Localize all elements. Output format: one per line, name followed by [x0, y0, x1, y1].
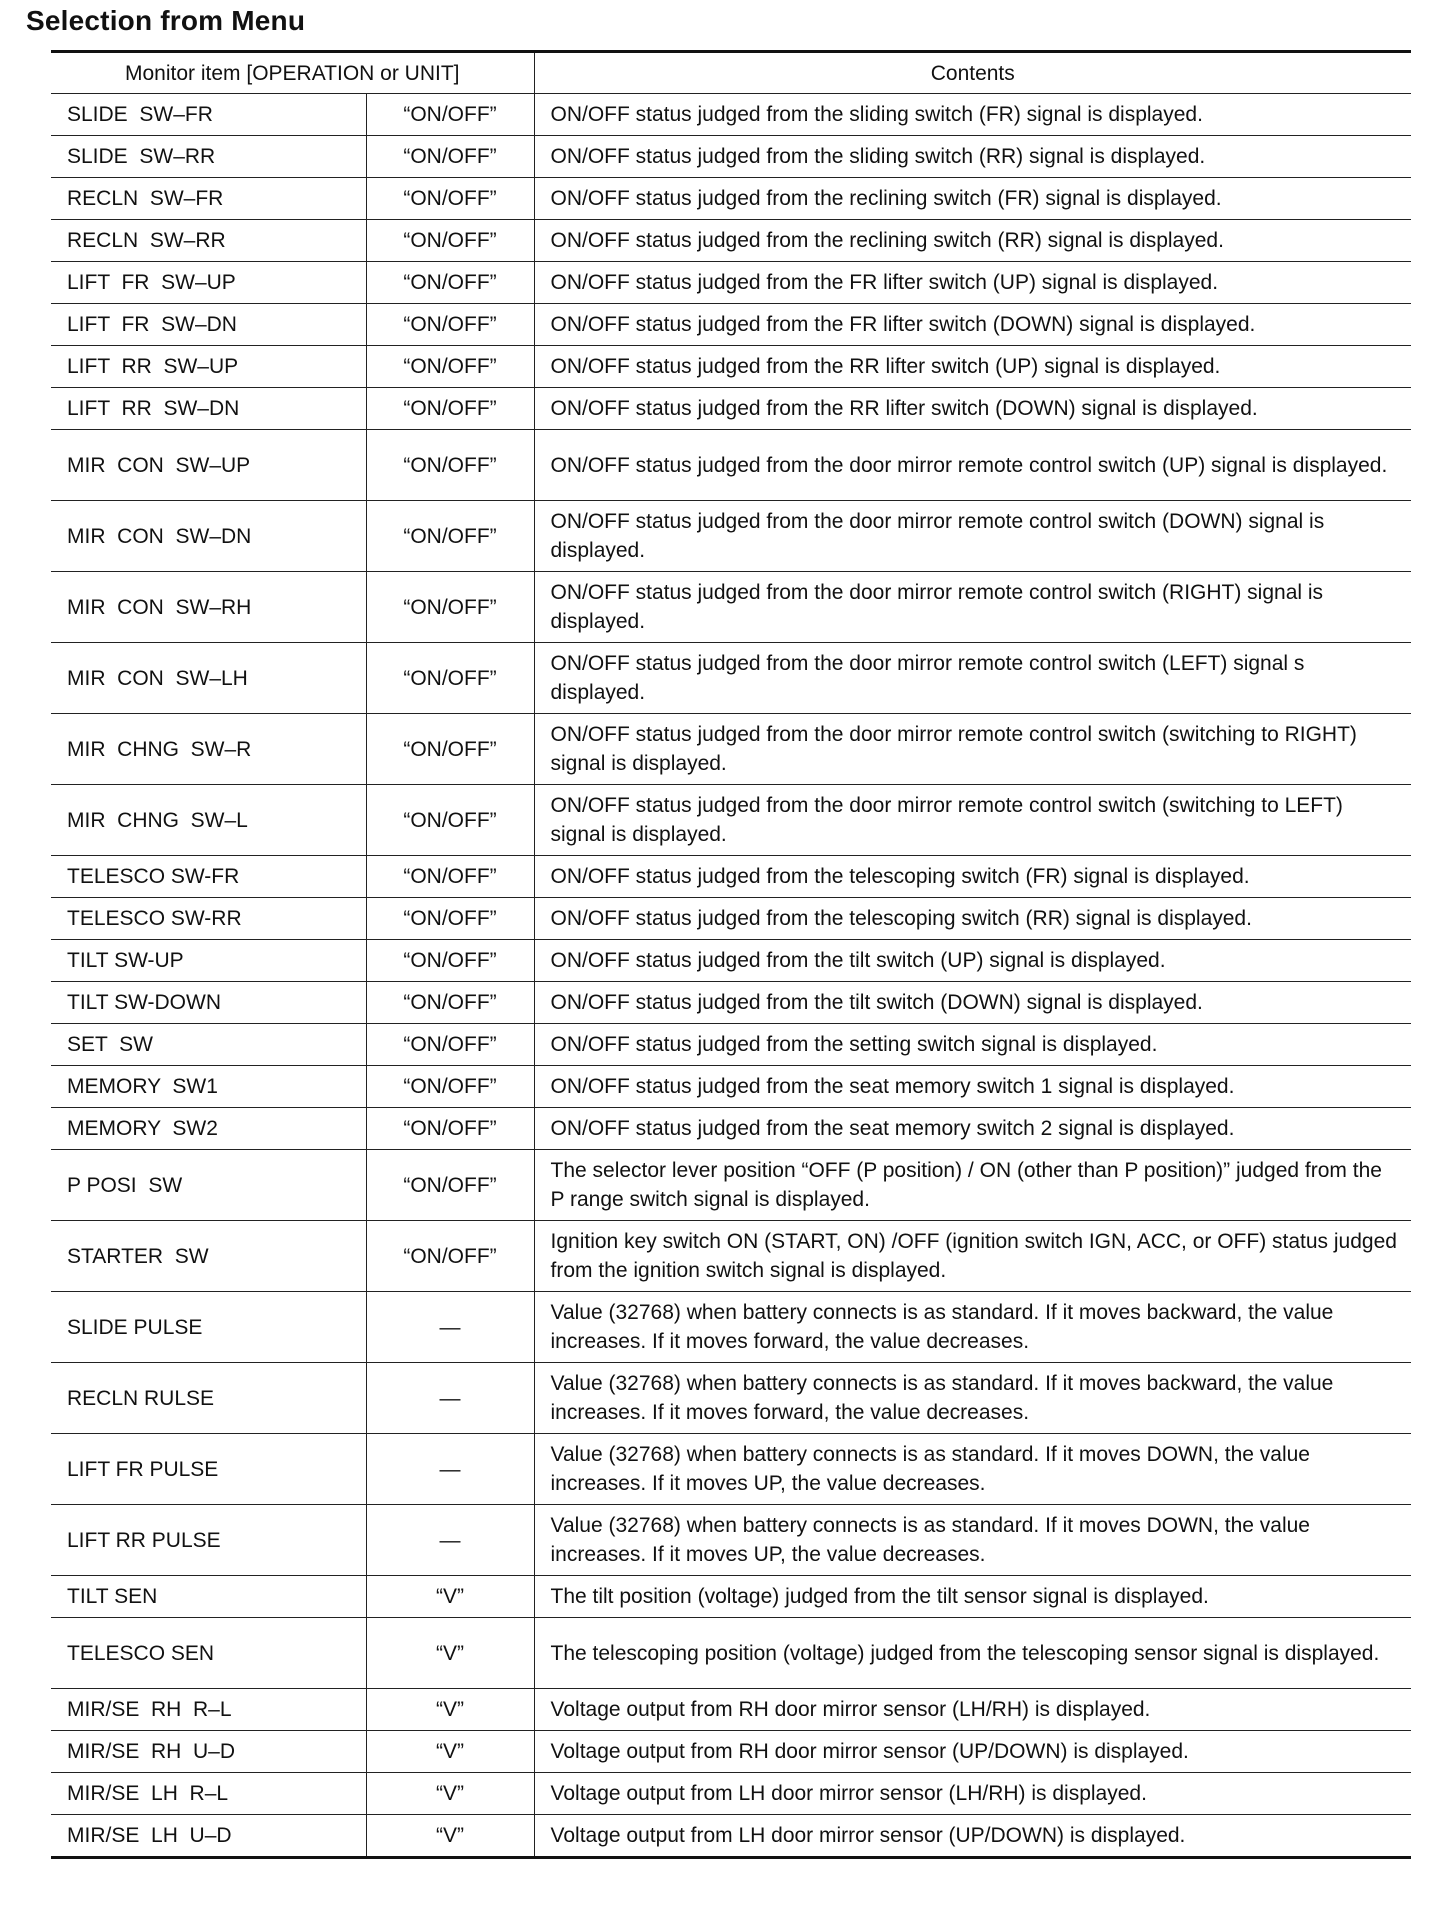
monitor-item-table	[51, 50, 1411, 1859]
unit-cell: “ON/OFF”	[366, 1221, 534, 1292]
contents-cell: ON/OFF status judged from the reclining switch (FR) signal is displayed.	[534, 178, 1411, 220]
unit-cell: “V”	[366, 1773, 534, 1815]
monitor-item-cell: TILT SW-UP	[51, 940, 366, 982]
monitor-item-cell: RECLN SW–FR	[51, 178, 366, 220]
unit-cell: —	[366, 1434, 534, 1505]
monitor-item-cell: SLIDE PULSE	[51, 1292, 366, 1363]
unit-cell: “ON/OFF”	[366, 1024, 534, 1066]
monitor-item-cell: SLIDE SW–RR	[51, 136, 366, 178]
table-row	[51, 1024, 1411, 1066]
table-row	[51, 982, 1411, 1024]
unit-cell: “ON/OFF”	[366, 856, 534, 898]
table-row	[51, 714, 1411, 785]
table-row	[51, 1434, 1411, 1505]
monitor-item-cell: TELESCO SW-FR	[51, 856, 366, 898]
contents-cell: ON/OFF status judged from the tilt switch (DOWN) signal is displayed.	[534, 982, 1411, 1024]
table-row	[51, 262, 1411, 304]
contents-cell: ON/OFF status judged from the door mirror remote control switch (DOWN) signal is displayed.	[534, 501, 1411, 572]
contents-cell: ON/OFF status judged from the door mirror remote control switch (switching to LEFT) signal is displayed.	[534, 785, 1411, 856]
contents-cell: Voltage output from RH door mirror sensor (LH/RH) is displayed.	[534, 1689, 1411, 1731]
contents-cell: Value (32768) when battery connects is as standard. If it moves DOWN, the value increases. If it moves UP, the value decreases.	[534, 1505, 1411, 1576]
table-row	[51, 1689, 1411, 1731]
contents-cell: The telescoping position (voltage) judged from the telescoping sensor signal is displayed.	[534, 1618, 1411, 1689]
monitor-item-cell: LIFT FR PULSE	[51, 1434, 366, 1505]
contents-cell: ON/OFF status judged from the reclining switch (RR) signal is displayed.	[534, 220, 1411, 262]
unit-cell: “ON/OFF”	[366, 430, 534, 501]
contents-cell: ON/OFF status judged from the door mirror remote control switch (RIGHT) signal is displayed.	[534, 572, 1411, 643]
unit-cell: “ON/OFF”	[366, 940, 534, 982]
page-title: Selection from Menu	[26, 5, 306, 36]
unit-cell: “ON/OFF”	[366, 501, 534, 572]
contents-cell: Voltage output from LH door mirror sensor (UP/DOWN) is displayed.	[534, 1815, 1411, 1858]
monitor-item-cell: STARTER SW	[51, 1221, 366, 1292]
monitor-item-cell: P POSI SW	[51, 1150, 366, 1221]
unit-cell: “ON/OFF”	[366, 572, 534, 643]
unit-cell: “V”	[366, 1576, 534, 1618]
unit-cell: “V”	[366, 1618, 534, 1689]
contents-cell: ON/OFF status judged from the sliding switch (FR) signal is displayed.	[534, 94, 1411, 136]
contents-cell: ON/OFF status judged from the tilt switch (UP) signal is displayed.	[534, 940, 1411, 982]
monitor-item-cell: MIR CON SW–DN	[51, 501, 366, 572]
table-row	[51, 346, 1411, 388]
contents-cell: Ignition key switch ON (START, ON) /OFF (ignition switch IGN, ACC, or OFF) status judged from the ignition switch signal is displayed.	[534, 1221, 1411, 1292]
table-row	[51, 1731, 1411, 1773]
contents-cell: ON/OFF status judged from the door mirror remote control switch (LEFT) signal s displayed.	[534, 643, 1411, 714]
table-row	[51, 1773, 1411, 1815]
table-row	[51, 1363, 1411, 1434]
contents-cell: ON/OFF status judged from the seat memory switch 1 signal is displayed.	[534, 1066, 1411, 1108]
unit-cell: “ON/OFF”	[366, 898, 534, 940]
monitor-item-cell: MIR/SE RH U–D	[51, 1731, 366, 1773]
table-row	[51, 856, 1411, 898]
table-row	[51, 785, 1411, 856]
table-body	[51, 94, 1411, 1858]
table-row	[51, 430, 1411, 501]
header-monitor-item: Monitor item [OPERATION or UNIT]	[51, 52, 534, 94]
contents-cell: The selector lever position “OFF (P position) / ON (other than P position)” judged from the P range switch signal is displayed.	[534, 1150, 1411, 1221]
monitor-item-cell: RECLN RULSE	[51, 1363, 366, 1434]
contents-cell: ON/OFF status judged from the telescoping switch (FR) signal is displayed.	[534, 856, 1411, 898]
contents-cell: ON/OFF status judged from the setting switch signal is displayed.	[534, 1024, 1411, 1066]
monitor-item-cell: MIR CHNG SW–R	[51, 714, 366, 785]
contents-cell: ON/OFF status judged from the FR lifter switch (DOWN) signal is displayed.	[534, 304, 1411, 346]
contents-cell: The tilt position (voltage) judged from the tilt sensor signal is displayed.	[534, 1576, 1411, 1618]
contents-cell: Value (32768) when battery connects is as standard. If it moves DOWN, the value increases. If it moves UP, the value decreases.	[534, 1434, 1411, 1505]
unit-cell: “ON/OFF”	[366, 1108, 534, 1150]
monitor-item-cell: LIFT RR SW–DN	[51, 388, 366, 430]
unit-cell: —	[366, 1363, 534, 1434]
contents-cell: ON/OFF status judged from the FR lifter switch (UP) signal is displayed.	[534, 262, 1411, 304]
monitor-item-cell: LIFT FR SW–DN	[51, 304, 366, 346]
unit-cell: “ON/OFF”	[366, 262, 534, 304]
unit-cell: “ON/OFF”	[366, 1150, 534, 1221]
contents-cell: ON/OFF status judged from the door mirror remote control switch (switching to RIGHT) signal is displayed.	[534, 714, 1411, 785]
table-row	[51, 940, 1411, 982]
monitor-item-cell: MIR/SE RH R–L	[51, 1689, 366, 1731]
contents-cell: Voltage output from RH door mirror sensor (UP/DOWN) is displayed.	[534, 1731, 1411, 1773]
table-row	[51, 178, 1411, 220]
table-row	[51, 1108, 1411, 1150]
contents-cell: ON/OFF status judged from the telescoping switch (RR) signal is displayed.	[534, 898, 1411, 940]
unit-cell: “V”	[366, 1731, 534, 1773]
contents-cell: Value (32768) when battery connects is as standard. If it moves backward, the value increases. If it moves forward, the value decreases.	[534, 1292, 1411, 1363]
monitor-item-cell: TILT SEN	[51, 1576, 366, 1618]
table-row	[51, 1505, 1411, 1576]
table-row	[51, 1815, 1411, 1858]
table-header-row	[51, 52, 1411, 94]
contents-cell: ON/OFF status judged from the door mirror remote control switch (UP) signal is displayed.	[534, 430, 1411, 501]
table-row	[51, 1292, 1411, 1363]
contents-cell: ON/OFF status judged from the RR lifter switch (UP) signal is displayed.	[534, 346, 1411, 388]
contents-cell: ON/OFF status judged from the seat memory switch 2 signal is displayed.	[534, 1108, 1411, 1150]
unit-cell: “V”	[366, 1689, 534, 1731]
contents-cell: ON/OFF status judged from the RR lifter switch (DOWN) signal is displayed.	[534, 388, 1411, 430]
unit-cell: “ON/OFF”	[366, 388, 534, 430]
contents-cell: ON/OFF status judged from the sliding switch (RR) signal is displayed.	[534, 136, 1411, 178]
unit-cell: “ON/OFF”	[366, 304, 534, 346]
unit-cell: “ON/OFF”	[366, 220, 534, 262]
unit-cell: “ON/OFF”	[366, 714, 534, 785]
unit-cell: —	[366, 1292, 534, 1363]
monitor-item-cell: TELESCO SEN	[51, 1618, 366, 1689]
table-row	[51, 1618, 1411, 1689]
table-row	[51, 136, 1411, 178]
table-row	[51, 643, 1411, 714]
table-row	[51, 220, 1411, 262]
monitor-item-cell: MEMORY SW1	[51, 1066, 366, 1108]
monitor-item-cell: LIFT RR PULSE	[51, 1505, 366, 1576]
monitor-item-cell: MIR/SE LH U–D	[51, 1815, 366, 1858]
table-row	[51, 1150, 1411, 1221]
table-row	[51, 304, 1411, 346]
unit-cell: “ON/OFF”	[366, 136, 534, 178]
monitor-item-cell: MIR CON SW–LH	[51, 643, 366, 714]
unit-cell: “ON/OFF”	[366, 643, 534, 714]
unit-cell: “ON/OFF”	[366, 346, 534, 388]
table-row	[51, 1576, 1411, 1618]
unit-cell: “ON/OFF”	[366, 94, 534, 136]
contents-cell: Value (32768) when battery connects is as standard. If it moves backward, the value increases. If it moves forward, the value decreases.	[534, 1363, 1411, 1434]
table-row	[51, 898, 1411, 940]
unit-cell: “ON/OFF”	[366, 178, 534, 220]
table-row	[51, 572, 1411, 643]
monitor-item-cell: RECLN SW–RR	[51, 220, 366, 262]
monitor-item-cell: LIFT RR SW–UP	[51, 346, 366, 388]
monitor-item-cell: SLIDE SW–FR	[51, 94, 366, 136]
monitor-item-cell: MIR CON SW–UP	[51, 430, 366, 501]
monitor-item-cell: MIR CON SW–RH	[51, 572, 366, 643]
unit-cell: “ON/OFF”	[366, 785, 534, 856]
table-row	[51, 94, 1411, 136]
header-contents: Contents	[534, 52, 1411, 94]
monitor-item-cell: SET SW	[51, 1024, 366, 1066]
monitor-item-cell: LIFT FR SW–UP	[51, 262, 366, 304]
unit-cell: —	[366, 1505, 534, 1576]
unit-cell: “V”	[366, 1815, 534, 1858]
table-row	[51, 1066, 1411, 1108]
table-row	[51, 1221, 1411, 1292]
table-row	[51, 501, 1411, 572]
monitor-item-cell: MEMORY SW2	[51, 1108, 366, 1150]
monitor-item-cell: TELESCO SW-RR	[51, 898, 366, 940]
unit-cell: “ON/OFF”	[366, 982, 534, 1024]
table-row	[51, 388, 1411, 430]
unit-cell: “ON/OFF”	[366, 1066, 534, 1108]
monitor-item-cell: TILT SW-DOWN	[51, 982, 366, 1024]
monitor-item-cell: MIR CHNG SW–L	[51, 785, 366, 856]
contents-cell: Voltage output from LH door mirror sensor (LH/RH) is displayed.	[534, 1773, 1411, 1815]
monitor-item-cell: MIR/SE LH R–L	[51, 1773, 366, 1815]
